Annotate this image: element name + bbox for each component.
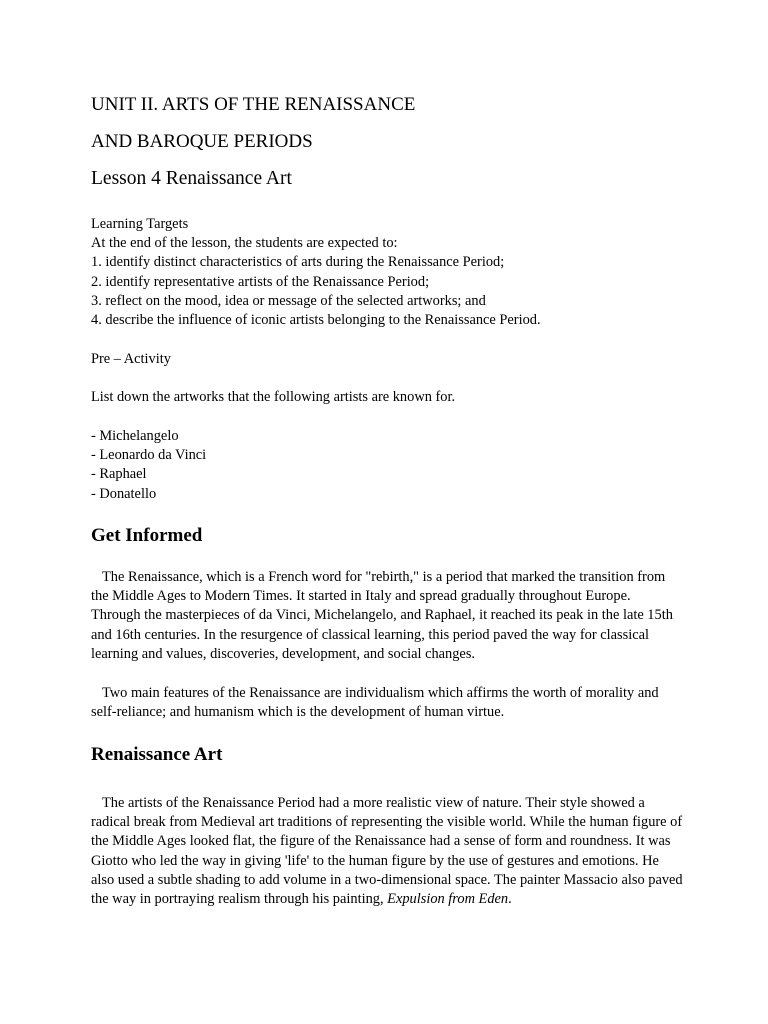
renaissance-art-paragraph-text: The artists of the Renaissance Period had a more realistic view of nature. Their style showed a radical break from Medieval art traditions of representing the visible world. While the human figure of the Middle Ages looked flat, the figure of the Renaissance had a sense of form and roundness. It was Giotto who led the way in giving 'life' to the human figure by the use of gestures and emotions. He also used a subtle shading to add volume in a two-dimensional space. The painter Massacio also paved the way in portraying realism through his painting, xyxy=(91,795,683,908)
learning-target-item: 2. identify representative artists of the Renaissance Period; xyxy=(91,273,430,290)
get-informed-paragraph-1: The Renaissance, which is a French word for "rebirth," is a period that marked the transition from the Middle Ages to Modern Times. It started in Italy and spread gradually throughout Europe. Through the masterpieces of da Vinci, Michelangelo, and Raphael, it reached its peak in the late 15th and 16th centuries. In the resurgence of classical learning, this period paved the way for classical learning and values, discoveries, development, and social changes. xyxy=(91,569,673,662)
renaissance-art-paragraph xyxy=(91,794,683,909)
unit-title-line-1: UNIT II. ARTS OF THE RENAISSANCE xyxy=(91,94,416,115)
learning-targets-intro: At the end of the lesson, the students are expected to: xyxy=(91,235,398,252)
pre-activity-instruction: List down the artworks that the following artists are known for. xyxy=(91,389,456,405)
list-item: - Donatello xyxy=(91,485,157,502)
learning-targets-heading: Learning Targets xyxy=(91,216,189,232)
get-informed-paragraph-2: Two main features of the Renaissance are individualism which affirms the worth of morality and self-reliance; and humanism which is the development of human virtue. xyxy=(91,685,659,721)
learning-targets-section xyxy=(91,215,683,330)
renaissance-art-heading: Renaissance Art xyxy=(91,744,223,765)
painting-title: Expulsion from Eden xyxy=(387,891,509,908)
get-informed-heading: Get Informed xyxy=(91,525,203,546)
lesson-title: Lesson 4 Renaissance Art xyxy=(91,168,292,189)
learning-target-item: 3. reflect on the mood, idea or message of the selected artworks; and xyxy=(91,292,486,309)
pre-activity-heading: Pre – Activity xyxy=(91,351,171,367)
unit-title-line-2: AND BAROQUE PERIODS xyxy=(91,131,313,152)
paragraph-end: . xyxy=(508,891,512,908)
list-item: - Michelangelo xyxy=(91,428,179,444)
list-item: - Leonardo da Vinci xyxy=(91,447,207,464)
learning-target-item: 1. identify distinct characteristics of arts during the Renaissance Period; xyxy=(91,254,505,271)
learning-target-item: 4. describe the influence of iconic artists belonging to the Renaissance Period. xyxy=(91,312,541,329)
list-item: - Raphael xyxy=(91,466,147,483)
artist-list xyxy=(91,427,683,504)
